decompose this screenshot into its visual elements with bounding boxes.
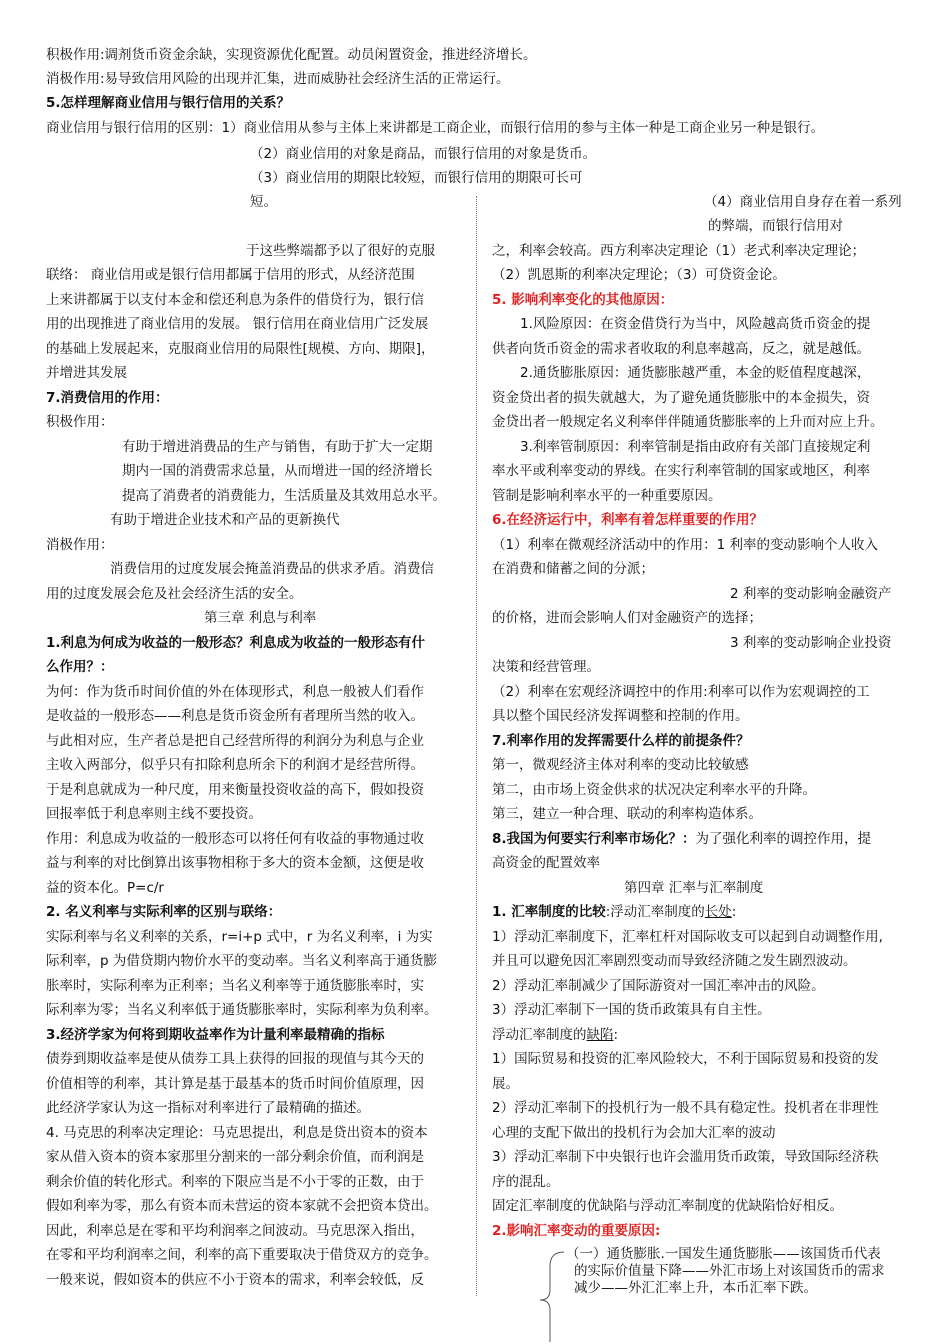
text-line: 3 利率的变动影响企业投资 — [730, 635, 892, 651]
text-line: : — [731, 904, 737, 920]
question-heading: 7.利率作用的发挥需要什么样的前提条件？ — [492, 733, 750, 749]
brace-icon — [526, 1250, 566, 1344]
text-line: 序的混乱。 — [492, 1174, 560, 1190]
question-heading: 7.消费信用的作用： — [46, 390, 169, 406]
text-line: （一）通货膨胀.一国发生通货膨胀——该国货币代表 — [566, 1246, 881, 1262]
question-heading: 4. 马克思的利率决定理论：马克思提出，利息是贷出资本的资本 — [46, 1125, 428, 1141]
question-heading: 2.影响汇率变动的重要原因: — [492, 1223, 661, 1239]
text-line: 固定汇率制度的优缺陷与浮动汇率制度的优缺陷恰好相反。 — [492, 1198, 843, 1214]
text-line: 提高了消费者的消费能力，生活质量及其效用总水平。 — [122, 488, 446, 504]
text-line: 1）浮动汇率制度下，汇率杠杆对国际收支可以起到自动调整作用, — [492, 929, 883, 945]
text-line: 在消费和储蓄之间的分派； — [492, 561, 654, 577]
text-line: 于是利息就成为一种尺度，用来衡量投资收益的高下，假如投资 — [46, 782, 424, 798]
text-line: （4）商业信用自身存在着一系列 — [704, 194, 902, 210]
text-line: 为何：作为货币时间价值的外在体现形式，利息一般被人们看作 — [46, 684, 424, 700]
text-line: 的基础上发展起来，克服商业信用的局限性[规模、方向、期限]， — [46, 341, 435, 357]
question-heading: 么作用？： — [46, 659, 114, 675]
text-line: 有助于增进消费品的生产与销售，有助于扩大一定期 — [122, 439, 433, 455]
question-heading: 6.在经济运行中，利率有着怎样重要的作用？ — [492, 512, 764, 528]
text-line: 决策和经营管理。 — [492, 659, 600, 675]
text-line: 3）浮动汇率制下一国的货币政策具有自主性。 — [492, 1002, 771, 1018]
text-line: 为了强化利率的调控作用，提 — [695, 831, 872, 847]
text-line: 期内一国的消费需求总量，从而增进一国的经济增长 — [122, 463, 433, 479]
text-line: 的实际价值量下降——外汇市场上对该国货币的需求 — [574, 1263, 885, 1279]
text-line: 管制是影响利率水平的一种重要原因。 — [492, 488, 722, 504]
text-line: 债券到期收益率是使从债券工具上获得的回报的现值与其今天的 — [46, 1051, 424, 1067]
text-line: 回报率低于利息率则主线不要投资。 — [46, 806, 262, 822]
text-line: 主收入两部分，似乎只有扣除利息所余下的利润才是经营所得。 — [46, 757, 424, 773]
text-line: 作用：利息成为收益的一般形态可以将任何有收益的事物通过收 — [46, 831, 424, 847]
text-line: 商业信用与银行信用的区别：1）商业信用从参与主体上来讲都是工商企业，而银行信用的参与主体一种是工商企业另一种是银行。 — [46, 120, 825, 136]
text-line: 并增进其发展 — [46, 365, 127, 381]
text-line: 于这些弊端都予以了很好的克服 — [246, 243, 435, 259]
question-heading — [492, 903, 736, 921]
text-line: 1.风险原因：在资金借贷行为当中，风险越高货币资金的提 — [520, 316, 871, 332]
text-line: （3）商业信用的期限比较短，而银行信用的期限可长可 — [250, 170, 583, 186]
text-line: 上来讲都属于以支付本金和偿还利息为条件的借贷行为，银行信 — [46, 292, 424, 308]
question-heading: 2. 名义利率与实际利率的区别与联络： — [46, 904, 282, 920]
underlined-term: 长处 — [704, 904, 732, 920]
question-heading: 5.怎样理解商业信用与银行信用的关系？ — [46, 95, 291, 111]
text-line: 高资金的配置效率 — [492, 855, 600, 871]
question-heading: 5. 影响利率变化的其他原因： — [492, 292, 674, 308]
text-line: 资金贷出者的损失就越大，为了避免通货膨胀中的本金损失，资 — [492, 390, 870, 406]
text-line: 与此相对应，生产者总是把自己经营所得的利润分为利息与企业 — [46, 733, 424, 749]
text-line: 2.通货膨胀原因：通货膨胀越严重，本金的贬值程度越深， — [520, 365, 871, 381]
underlined-term: 缺陷 — [586, 1027, 614, 1043]
text-line: （1）利率在微观经济活动中的作用：1 利率的变动影响个人收入 — [492, 537, 878, 553]
chapter-title: 第三章 利息与利率 — [204, 610, 317, 626]
text-line: 第二，由市场上资金供求的状况决定利率水平的升降。 — [492, 782, 816, 798]
text-line: 积极作用:调剂货币资金余缺，实现资源优化配置。动员闲置资金，推进经济增长。 — [46, 47, 537, 63]
text-line: 假如利率为零，那么有资本而未营运的资本家就不会把资本贷出。 — [46, 1198, 438, 1214]
text-line: 并且可以避免因汇率剧烈变动而导致经济随之发生剧烈波动。 — [492, 953, 857, 969]
text-line: 具以整个国民经济发挥调整和控制的作用。 — [492, 708, 749, 724]
text-line: 消极作用： — [46, 537, 114, 553]
question-heading: 3.经济学家为何将到期收益率作为计量利率最精确的指标 — [46, 1027, 385, 1043]
text-line: 有助于增进企业技术和产品的更新换代 — [110, 512, 340, 528]
text-line: 金贷出者一般规定名义利率伴伴随通货膨胀率的上升而对应上升。 — [492, 414, 884, 430]
text-line: 短。 — [250, 194, 277, 210]
text-line: :浮动汇率制度的 — [605, 904, 705, 920]
text-line: 1）国际贸易和投资的汇率风险较大，不利于国际贸易和投资的发 — [492, 1051, 879, 1067]
text-line: 第三，建立一种合理、联动的利率构造体系。 — [492, 806, 762, 822]
column-divider — [476, 196, 477, 1296]
text-line: 2）浮动汇率制减少了国际游资对一国汇率冲击的风险。 — [492, 978, 825, 994]
text-line: 益的资本化。P=c/r — [46, 880, 164, 896]
text-line: 因此，利率总是在零和平均利润率之间波动。马克思深入指出， — [46, 1223, 424, 1239]
question-heading-bold: 1. 汇率制度的比较 — [492, 904, 606, 920]
text-line: 是收益的一般形态——利息是货币资金所有者理所当然的收入。 — [46, 708, 424, 724]
text-line: 率水平或利率变动的界线。在实行利率管制的国家或地区，利率 — [492, 463, 870, 479]
text-line: 此经济学家认为这一指标对利率进行了最精确的描述。 — [46, 1100, 370, 1116]
question-heading-bold: 8.我国为何要实行利率市场化？： — [492, 831, 696, 847]
text-line: 益与利率的对比倒算出该事物相称于多大的资本金额，这便是收 — [46, 855, 424, 871]
question-heading: 1.利息为何成为收益的一般形态？利息成为收益的一般形态有什 — [46, 635, 426, 651]
text-line: 一般来说，假如资本的供应不小于资本的需求，利率会较低，反 — [46, 1272, 424, 1288]
text-line: 际利率，p 为借贷期内物价水平的变动率。当名义利率高于通货膨 — [46, 953, 437, 969]
text-line: 消极作用:易导致信用风险的出现并汇集，进而威胁社会经济生活的正常运行。 — [46, 71, 510, 87]
text-line: 际利率为零；当名义利率低于通货膨胀率时，实际利率为负利率。 — [46, 1002, 438, 1018]
text-line — [492, 1026, 618, 1044]
text-line: 展。 — [492, 1076, 519, 1092]
text-line: 胀率时，实际利率为正利率；当名义利率等于通货膨胀率时，实 — [46, 978, 424, 994]
chapter-title: 第四章 汇率与汇率制度 — [624, 880, 764, 896]
text-line: 实际利率与名义利率的关系，r=i+p 式中，r 为名义利率，i 为实 — [46, 929, 433, 945]
text-line: 2 利率的变动影响金融资产 — [730, 586, 892, 602]
text-line: 心理的支配下做出的投机行为会加大汇率的波动 — [492, 1125, 776, 1141]
text-line: 价值相等的利率，其计算是基于最基本的货币时间价值原理，因 — [46, 1076, 424, 1092]
text-line: 用的出现推进了商业信用的发展。 银行信用在商业信用广泛发展 — [46, 316, 429, 332]
text-line: 积极作用： — [46, 414, 114, 430]
text-line: 联络： 商业信用或是银行信用都属于信用的形式，从经济范围 — [46, 267, 415, 283]
text-line: : — [613, 1027, 619, 1043]
text-line: （2）利率在宏观经济调控中的作用:利率可以作为宏观调控的工 — [492, 684, 870, 700]
text-line: （2）凯恩斯的利率决定理论；（3）可贷资金论。 — [492, 267, 786, 283]
text-line: 2）浮动汇率制下的投机行为一般不具有稳定性。投机者在非理性 — [492, 1100, 879, 1116]
text-line: 第一，微观经济主体对利率的变动比较敏感 — [492, 757, 749, 773]
text-line: 家从借入资本的资本家那里分割来的一部分剩余价值，而利润是 — [46, 1149, 424, 1165]
text-line: 用的过度发展会危及社会经济生活的安全。 — [46, 586, 303, 602]
text-line: （2）商业信用的对象是商品，而银行信用的对象是货币。 — [250, 146, 597, 162]
question-heading — [492, 830, 871, 848]
text-line: 减少——外汇汇率上升，本币汇率下跌。 — [574, 1280, 817, 1296]
text-line: 之，利率会较高。西方利率决定理论（1）老式利率决定理论； — [492, 243, 866, 259]
text-line: 3.利率管制原因：利率管制是指由政府有关部门直接规定利 — [520, 439, 871, 455]
text-line: 在零和平均利润率之间，利率的高下重要取决于借贷双方的竞争。 — [46, 1247, 438, 1263]
text-line: 消费信用的过度发展会掩盖消费品的供求矛盾。消费信 — [110, 561, 434, 577]
text-line: 供者向货币资金的需求者收取的利息率越高，反之，就是越低。 — [492, 341, 870, 357]
text-line: 的价格，进而会影响人们对金融资产的选择； — [492, 610, 762, 626]
text-line: 浮动汇率制度的 — [492, 1027, 587, 1043]
text-line: 的弊端，而银行信用对 — [708, 218, 843, 234]
text-line: 剩余价值的转化形式。利率的下限应当是不小于零的正数，由于 — [46, 1174, 424, 1190]
text-line: 3）浮动汇率制下中央银行也许会滥用货币政策，导致国际经济秩 — [492, 1149, 879, 1165]
